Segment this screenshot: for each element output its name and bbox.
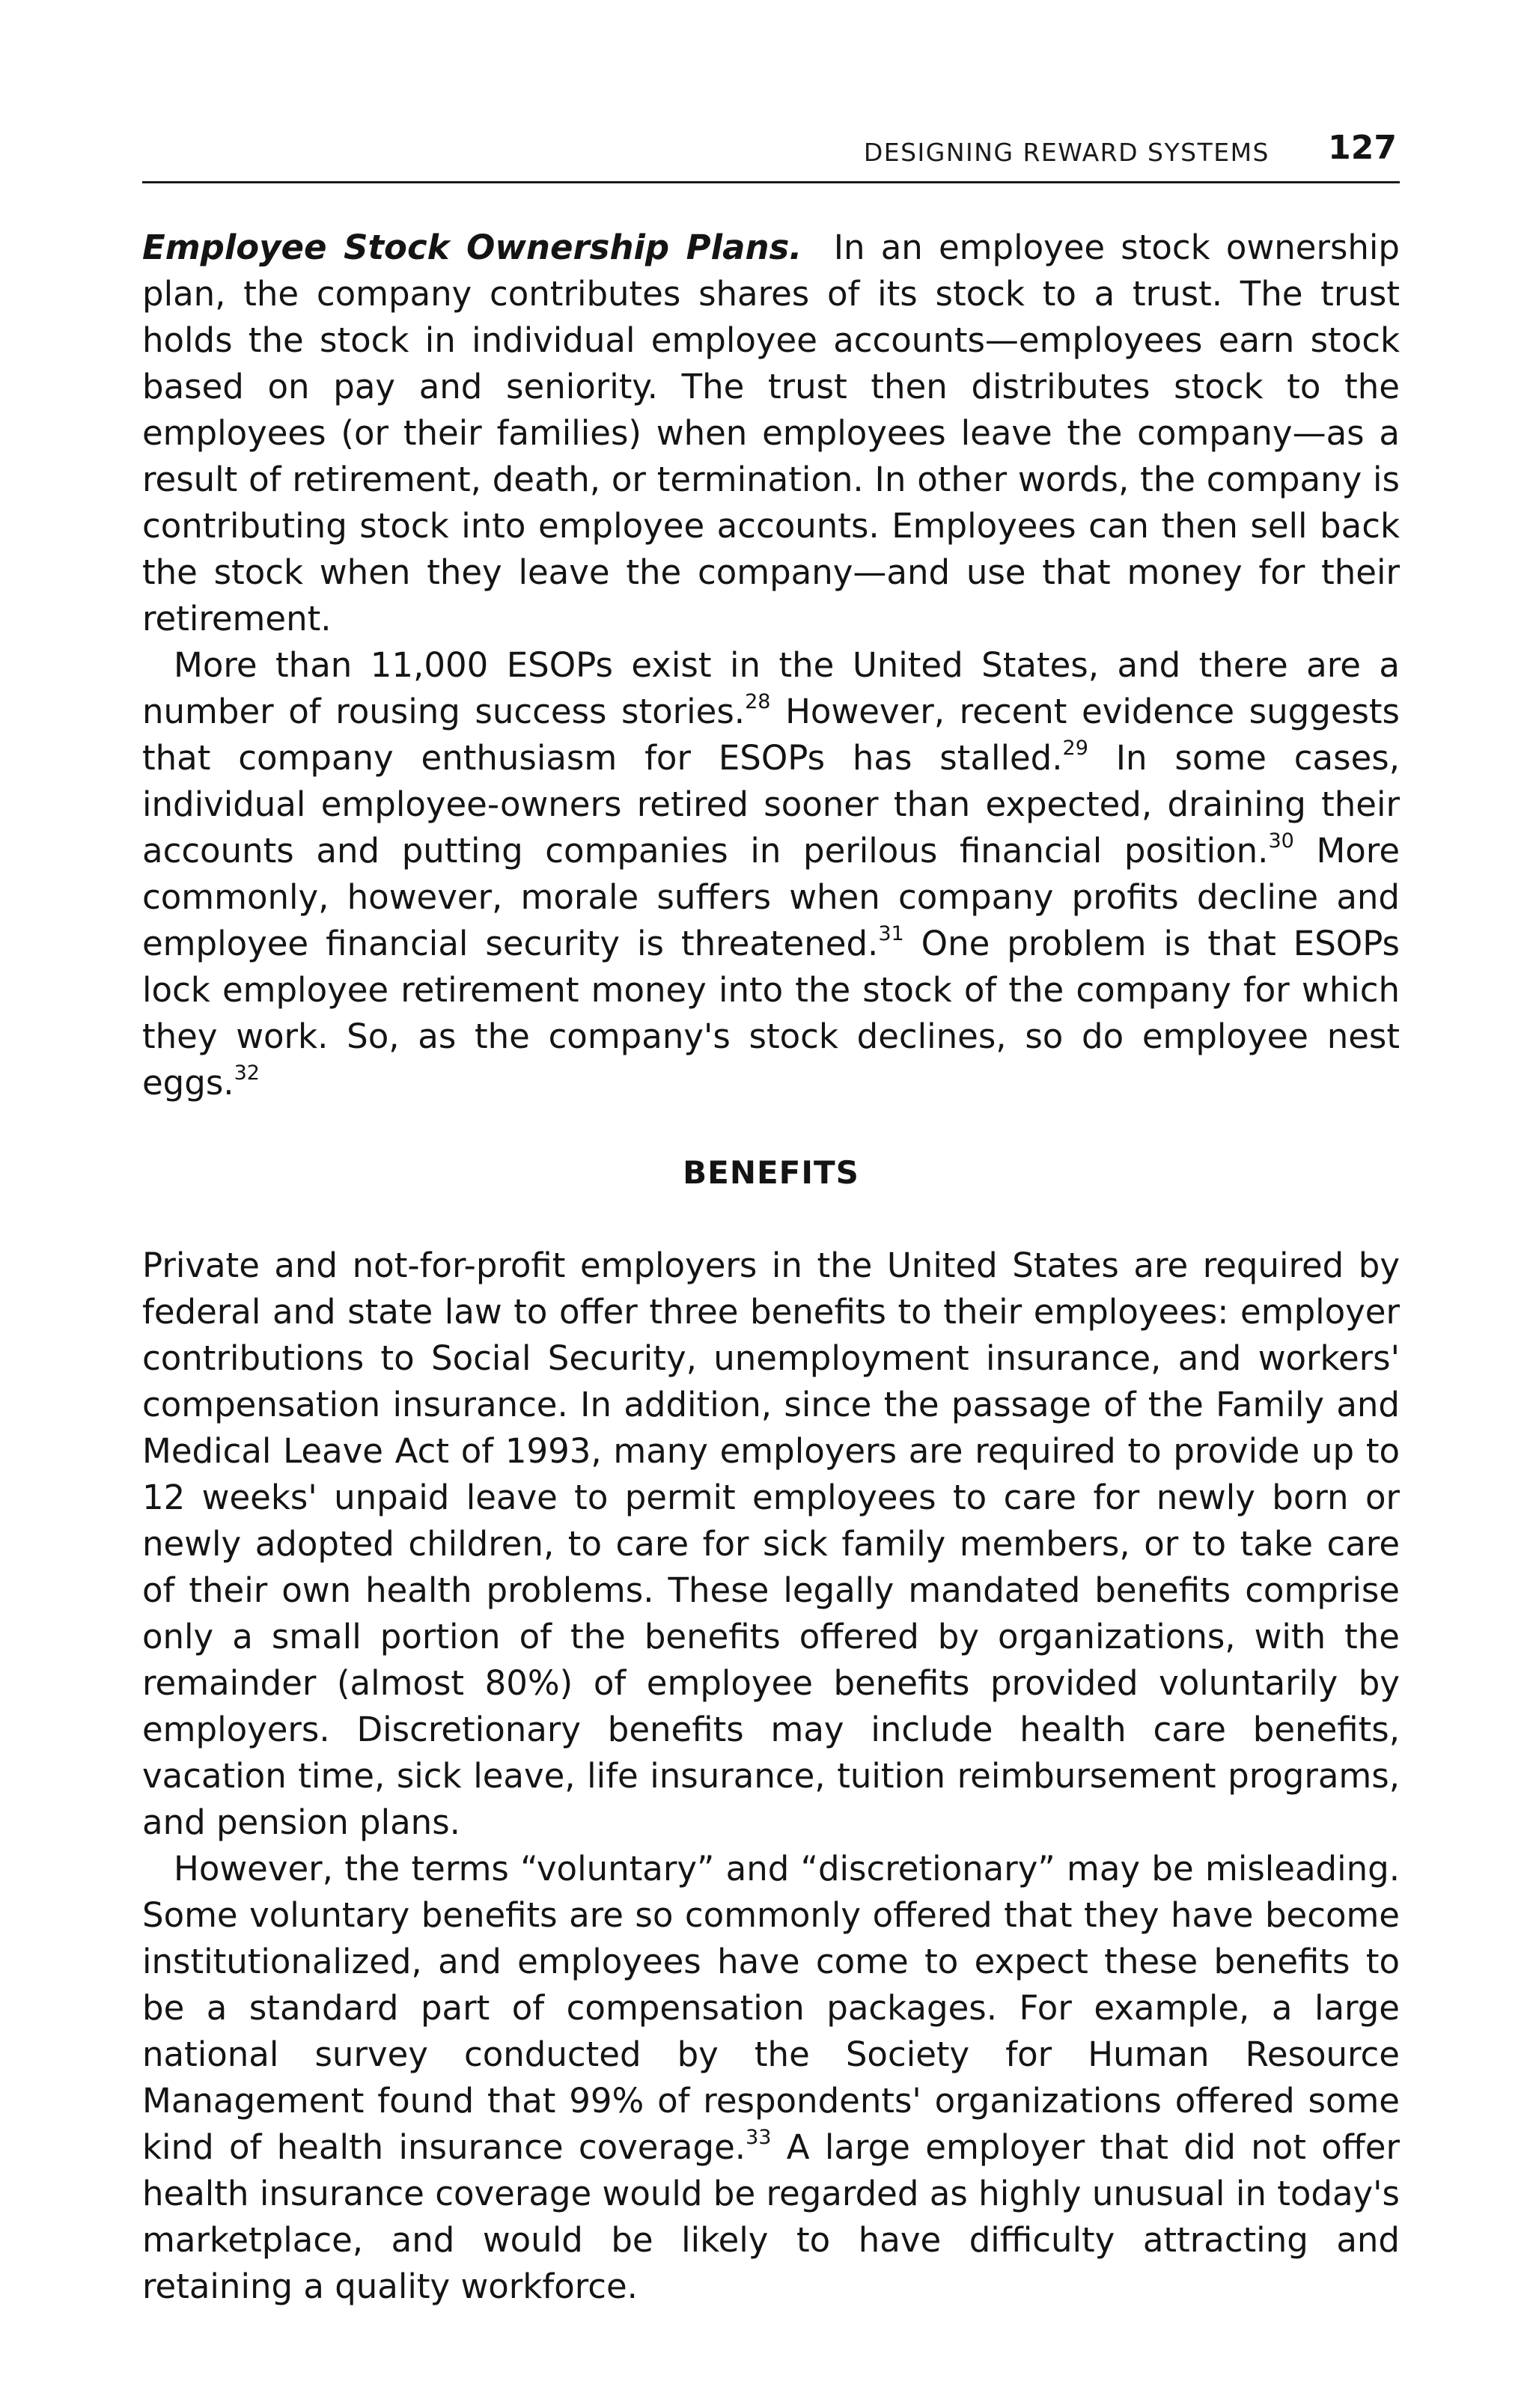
benefits-paragraph-1: Private and not-for-profit employers in the United States are required by federal and state law to offer three benefits to their employees: employer contributions to Social Security, unemployment insurance, and workers' compensation insurance. In addition, since the passage of the Family and Medical Leave Act of 1993, many employers are required to provide up to 12 weeks' unpaid leave to permit employees to care for newly born or newly adopted children, to care for sick family members, or to take care of their own health problems. These legally mandated benefits comprise only a small portion of the benefits offered by organizations, with the remainder (almost 80%) of employee benefits provided voluntarily by employers. Discretionary benefits may include health care benefits, vacation time, sick leave, life insurance, tuition reimbursement programs, and pension plans.	[142, 1246, 1400, 1842]
text-segment: More commonly, however, morale suffers when company profits decline and employee financial security is threatened.	[142, 831, 1401, 963]
section-heading-benefits: BENEFITS	[683, 1154, 859, 1191]
esop-paragraph-2	[142, 642, 1400, 1106]
footnote-ref: 32	[234, 1061, 260, 1085]
page-number: 127	[1328, 129, 1397, 167]
esop-run-in-title: Employee Stock Ownership Plans.	[142, 228, 802, 267]
footnote-ref: 29	[1062, 737, 1088, 760]
text-segment: However, the terms “voluntary” and “discretionary” may be misleading. Some voluntary benefits are so commonly offered that they have become institutionalized, and employees have come to expect these benefits to be a standard part of compensation packages. For example, a large national survey conducted by the Society for Human Resource Management found that 99% of respondents' organizations offered some kind of health insurance coverage.	[142, 1849, 1400, 2167]
footnote-ref: 30	[1268, 829, 1294, 853]
body-text	[142, 225, 1400, 2310]
header-rule	[142, 181, 1400, 183]
spacer	[142, 1106, 1400, 1150]
running-title: DESIGNING REWARD SYSTEMS	[863, 138, 1270, 167]
footnote-ref: 33	[746, 2126, 772, 2149]
text-segment: More than 11,000 ESOPs exist in the United States, and there are a number of rousing success stories.	[142, 645, 1400, 731]
benefits-paragraph-2	[142, 1846, 1400, 2310]
text-segment: One problem is that ESOPs lock employee retirement money into the stock of the company for which they work. So, as the company's stock declines, so do employee nest eggs.	[142, 924, 1400, 1103]
text-segment: However, recent evidence suggests that company enthusiasm for ESOPs has stalled.	[142, 692, 1400, 778]
spacer	[142, 1196, 1400, 1243]
footnote-ref: 28	[745, 690, 771, 713]
text-segment: In some cases, individual employee-owners retired sooner than expected, draining their accounts and putting companies in perilous financial position.	[142, 738, 1400, 871]
esop-paragraph-1-text: In an employee stock ownership plan, the company contributes shares of its stock to a trust. The trust holds the stock in individual employee accounts—employees earn stock based on pay and seniority. The trust then distributes stock to the employees (or their families) when employees leave the company—as a result of retirement, death, or termination. In other words, the company is contributing stock into employee accounts. Employees can then sell back the stock when they leave the company—and use that money for their retirement.	[142, 228, 1400, 638]
text-segment: A large employer that did not offer health insurance coverage would be regarded as highly unusual in today's marketplace, and would be likely to have difficulty attracting and retaining a quality workforce.	[142, 2127, 1400, 2306]
running-header	[142, 126, 1400, 186]
footnote-ref: 31	[878, 922, 904, 945]
esop-paragraph-1	[142, 225, 1400, 642]
